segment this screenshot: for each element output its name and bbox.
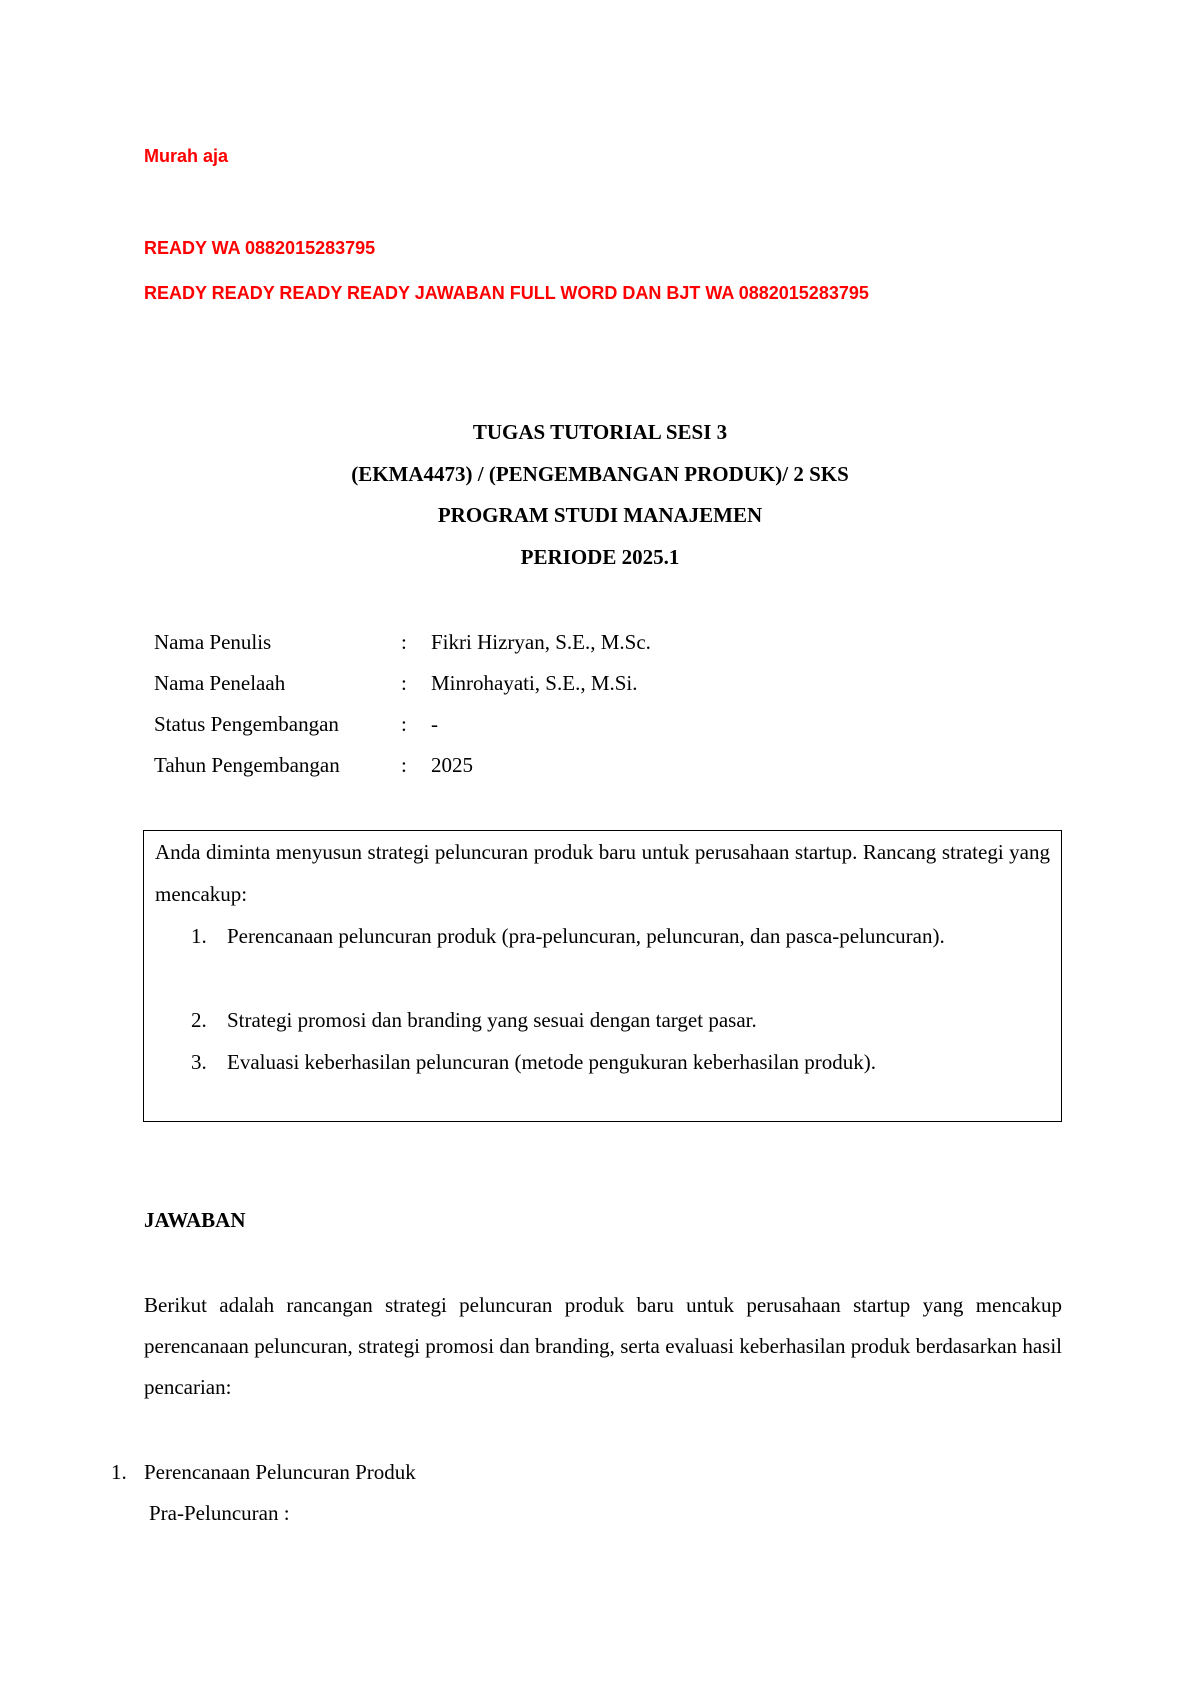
info-value: - <box>431 712 438 736</box>
list-number: 1. <box>111 1460 127 1484</box>
info-label: Nama Penulis <box>154 630 272 654</box>
ad-line-1: Murah aja <box>144 146 229 166</box>
title-line-3: PROGRAM STUDI MANAJEMEN <box>437 503 763 527</box>
sub-item-text: Pra-Peluncuran : <box>149 1501 290 1525</box>
task-intro: Anda diminta menyusun strategi peluncuran produk baru untuk perusahaan startup. Rancang strategi yang mencakup: <box>155 840 1050 906</box>
task-item-number: 2. <box>191 1008 207 1032</box>
list-item-text: Perencanaan Peluncuran Produk <box>144 1460 416 1484</box>
title-line-4: PERIODE 2025.1 <box>520 545 680 569</box>
ad-line-2: READY WA 0882015283795 <box>144 238 376 258</box>
task-item-text: Evaluasi keberhasilan peluncuran (metode pengukuran keberhasilan produk). <box>227 1050 877 1074</box>
info-label: Status Pengembangan <box>154 712 339 736</box>
task-item-number: 1. <box>191 924 207 948</box>
info-colon: : <box>401 712 407 736</box>
answer-paragraph: Berikut adalah rancangan strategi peluncuran produk baru untuk perusahaan startup yang mencakup perencanaan peluncuran, strategi promosi dan branding, serta evaluasi keberhasilan produk berdasarkan hasil pencarian: <box>144 1293 1062 1399</box>
info-colon: : <box>401 671 407 695</box>
task-box <box>143 830 1062 1122</box>
title-line-2: (EKMA4473) / (PENGEMBANGAN PRODUK)/ 2 SKS <box>351 462 849 486</box>
info-colon: : <box>401 630 407 654</box>
task-item-text: Perencanaan peluncuran produk (pra-peluncuran, peluncuran, dan pasca-peluncuran). <box>227 924 945 948</box>
info-label: Nama Penelaah <box>154 671 286 695</box>
title-line-1: TUGAS TUTORIAL SESI 3 <box>472 420 728 444</box>
answer-heading: JAWABAN <box>144 1208 246 1232</box>
info-value: Minrohayati, S.E., M.Si. <box>431 671 638 695</box>
info-label: Tahun Pengembangan <box>154 753 340 777</box>
info-value: 2025 <box>431 753 473 777</box>
info-value: Fikri Hizryan, S.E., M.Sc. <box>431 630 651 654</box>
ad-line-3: READY READY READY READY JAWABAN FULL WORD DAN BJT WA 0882015283795 <box>144 283 869 303</box>
info-colon: : <box>401 753 407 777</box>
task-item-text: Strategi promosi dan branding yang sesuai dengan target pasar. <box>227 1008 757 1032</box>
task-item-number: 3. <box>191 1050 207 1074</box>
